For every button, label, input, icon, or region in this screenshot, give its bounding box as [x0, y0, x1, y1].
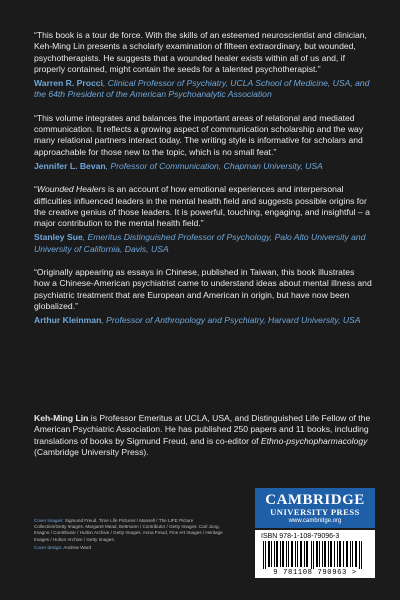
- cover-images-text: Sigmund Freud, Time Life Pictures / Mansell / The LIFE Picture Collection/Getty Images. Margaret Mead, Bettmann / Contributor / Getty Images. Carl Jung, Imagno / Contributor / Hulton Archive / Getty Images. Anna Freud, Fine Art Images / Heritage Images / Hulton Archive / Getty Images.: [34, 518, 223, 542]
- author-book-title: Ethno-psychopharmacology: [260, 435, 368, 446]
- reviewer-name: Arthur Kleinman: [34, 315, 102, 326]
- publisher-url: www.cambridge.org: [288, 518, 342, 524]
- publisher-logo: [255, 488, 375, 528]
- reviewer-role: , Professor of Communication, Chapman University, USA: [105, 160, 323, 171]
- review-attribution: [34, 232, 372, 255]
- review-2: [34, 113, 372, 172]
- reviewer-name: Jennifer L. Bevan: [34, 160, 106, 171]
- isbn-barcode-box: [255, 530, 375, 578]
- reviews-section: [34, 30, 372, 339]
- cover-credits: [34, 518, 224, 551]
- reviewer-role: , Clinical Professor of Psychiatry, UCLA School of Medicine, USA, and the 64th President of the American Psychoanalytic Association: [34, 78, 370, 100]
- author-bio: [34, 413, 372, 458]
- barcode-number: 9 781108 790963 >: [273, 569, 357, 577]
- isbn-label: ISBN 978-1-108-79096-3: [261, 533, 340, 540]
- review-1: [34, 30, 372, 101]
- author-bio-text-1: is Professor Emeritus at UCLA, USA, and Distinguished Life Fellow of the American Psychiatric Association. He has published 250 papers and 11 books, including translations of books by Sigmund Freud, and is co-editor of: [34, 413, 371, 446]
- author-name: Keh-Ming Lin: [34, 413, 89, 423]
- author-bio-text-2: (Cambridge University Press).: [34, 446, 149, 457]
- cover-images-credit: [34, 518, 224, 543]
- review-attribution: [34, 315, 372, 326]
- reviewer-name: Warren R. Procci: [34, 78, 103, 89]
- quote-open-mark: “: [34, 184, 37, 195]
- cover-design-text: Andrew Ward: [62, 544, 92, 550]
- publisher-name-line2: UNIVERSITY PRESS: [270, 507, 360, 517]
- review-quote-rest: is an account of how emotional experiences and interpersonal difficulties influenced leaders in the mental health field and suggests possible origins for the creative genius of those leaders. It is powerful, touching, engaging, and insightful – a major contribution to the mental health field.”: [34, 184, 370, 229]
- review-4: [34, 267, 372, 326]
- cover-design-label: Cover design:: [34, 544, 63, 550]
- review-quote: “Originally appearing as essays in Chinese, published in Taiwan, this book illustrates how a Chinese-American psychiatrist came to understand ideas about mental illness and psychiatric treatment that are European and American in origin, but have now been globalized.”: [34, 267, 372, 311]
- review-3: [34, 184, 372, 255]
- book-title-italic: Wounded Healers: [36, 184, 106, 195]
- reviewer-name: Stanley Sue: [34, 232, 83, 243]
- reviewer-role: , Professor of Anthropology and Psychiatry, Harvard University, USA: [101, 315, 361, 326]
- review-quote: “This volume integrates and balances the important areas of relational and mediated communication. It reflects a growing aspect of communication scholarship and the way many relational partners interact today. The writing style is informative for scholars and approachable for those new to the topic, which is no small feat.”: [34, 112, 364, 157]
- review-quote: [34, 184, 372, 229]
- cover-design-credit: [34, 545, 224, 551]
- cover-images-label: Cover images:: [34, 518, 64, 523]
- barcode-icon: [261, 541, 369, 571]
- publisher-name-line1: CAMBRIDGE: [265, 492, 365, 508]
- review-attribution: [34, 78, 372, 101]
- review-attribution: [34, 161, 372, 172]
- review-quote: “This book is a tour de force. With the skills of an esteemed neuroscientist and clinician, Keh-Ming Lin presents a scholarly examination of fifteen extraordinary, but wounded, psychotherapists. He suggests that a wounded healer exists within all of us and, if properly contained, might contain the seeds for a talented psychotherapist.”: [34, 30, 367, 74]
- reviewer-role: , Emeritus Distinguished Professor of Psychology, Palo Alto University and University of California, Davis, USA: [34, 232, 366, 254]
